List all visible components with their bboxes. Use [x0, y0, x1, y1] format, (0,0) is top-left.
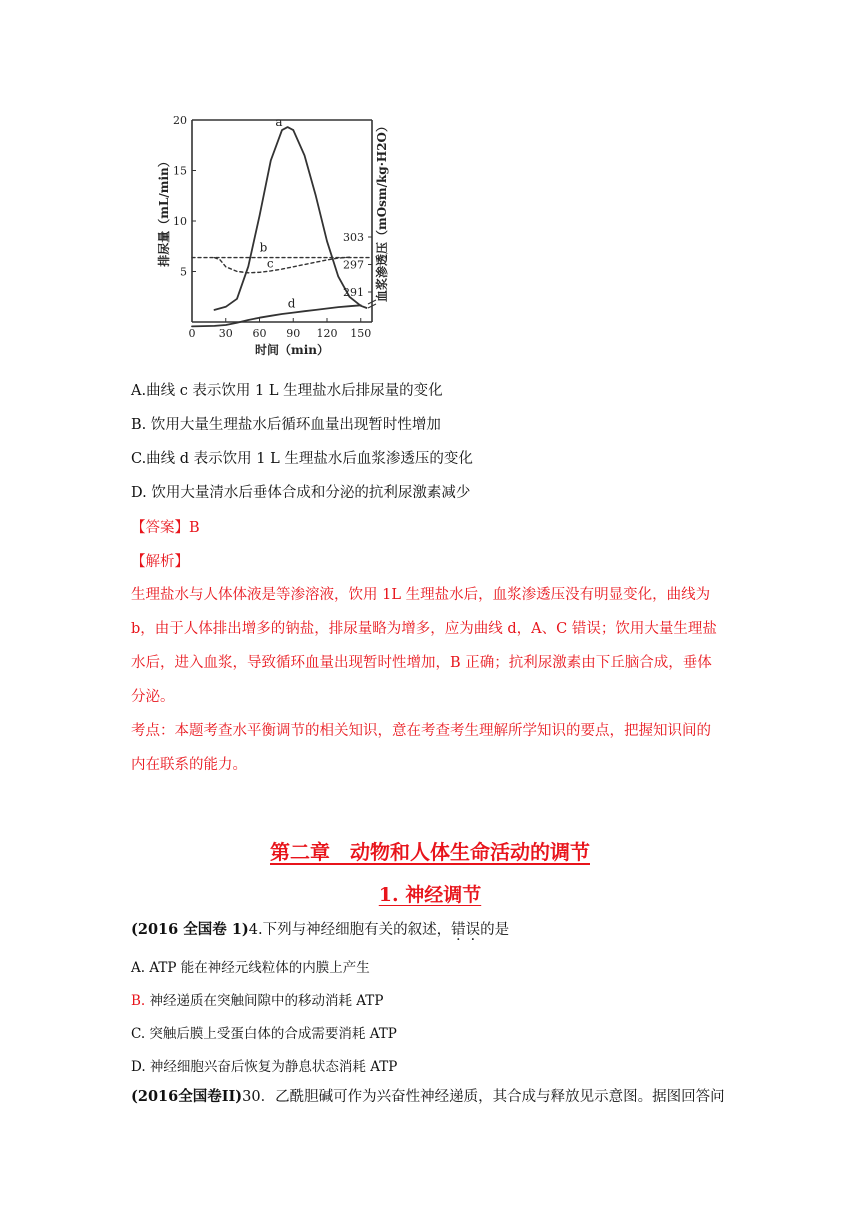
- y-right-tick-label: 291: [343, 286, 364, 299]
- question-2-stem: [131, 920, 509, 940]
- y-left-tick-label: 15: [173, 164, 187, 178]
- y-axis-right-title: 血浆渗透压（mOsm/kg·H2O）: [375, 119, 389, 303]
- series-label-c: c: [266, 256, 274, 271]
- option-a: A.曲线 c 表示饮用 1 L 生理盐水后排尿量的变化: [131, 383, 443, 399]
- question-source: (2016全国卷II): [131, 1088, 243, 1105]
- question-stem-prefix: 4.下列与神经细胞有关的叙述，: [248, 922, 452, 938]
- y-right-tick-label: 297: [343, 258, 364, 272]
- x-axis-title: 时间（min）: [255, 343, 329, 357]
- option-d: D. 饮用大量清水后垂体合成和分泌的抗利尿激素减少: [131, 485, 471, 501]
- q2-option-b: [131, 991, 383, 1011]
- series-label-d: d: [287, 296, 296, 311]
- question-3-stem: [131, 1087, 725, 1107]
- kaodian-line: 内在联系的能力。: [131, 757, 247, 773]
- urine-osmolality-chart: [150, 112, 390, 362]
- q2-option-a: A. ATP 能在神经元线粒体的内膜上产生: [131, 960, 370, 976]
- x-tick-label: 60: [252, 327, 267, 340]
- series-label-a: a: [275, 115, 283, 130]
- question-stem-text: 30．乙酰胆碱可作为兴奋性神经递质，其合成与释放见示意图。据图回答问: [242, 1089, 725, 1105]
- chapter-title: 第二章 动物和人体生命活动的调节: [270, 840, 590, 864]
- emphasis-char: 错: [451, 922, 466, 938]
- kaodian-line: 考点：本题考查水平衡调节的相关知识，意在考查考生理解所学知识的要点，把握知识间的: [131, 723, 711, 739]
- question-source: (2016 全国卷 1): [131, 921, 249, 938]
- q2-option-c: C. 突触后膜上受蛋白体的合成需要消耗 ATP: [131, 1026, 397, 1042]
- y-left-tick-label: 10: [173, 215, 187, 228]
- y-right-tick-label: 303: [343, 231, 364, 244]
- x-tick-label: 90: [286, 327, 301, 340]
- emphasis-char: 误: [465, 922, 481, 938]
- series-line-c: [215, 257, 350, 273]
- option-b: B. 饮用大量生理盐水后循环血量出现暂时性增加: [131, 417, 441, 433]
- q2-option-d: D. 神经细胞兴奋后恢复为静息状态消耗 ATP: [131, 1059, 398, 1075]
- answer-label: 【答案】B: [131, 520, 200, 536]
- analysis-line: 水后，进入血浆，导致循环血量出现暂时性增加，B 正确；抗利尿激素由下丘脑合成，垂体: [131, 655, 712, 671]
- analysis-heading: 【解析】: [131, 554, 189, 570]
- analysis-line: b，由于人体排出增多的钠盐，排尿量略为增多，应为曲线 d，A、C 错误；饮用大量生理盐: [131, 621, 717, 637]
- series-line-a: [215, 127, 367, 310]
- q2-option-b-letter: B.: [131, 993, 146, 1009]
- analysis-line: 分泌。: [131, 689, 175, 705]
- chart-labels: [156, 114, 389, 357]
- x-tick-label: 0: [188, 327, 196, 340]
- y-left-tick-label: 20: [173, 114, 187, 127]
- y-left-tick-label: 5: [180, 265, 187, 279]
- option-c: C.曲线 d 表示饮用 1 L 生理盐水后血浆渗透压的变化: [131, 451, 473, 467]
- x-tick-label: 30: [218, 327, 233, 340]
- analysis-line: 生理盐水与人体体液是等渗溶液，饮用 1L 生理盐水后，血浆渗透压没有明显变化，曲线为: [131, 587, 711, 603]
- x-tick-label: 120: [316, 327, 338, 340]
- section-title: 1. 神经调节: [378, 884, 482, 906]
- series-label-b: b: [259, 240, 268, 255]
- y-axis-left-title: 排尿量（mL/min）: [157, 155, 171, 267]
- question-stem-suffix: 的是: [480, 922, 510, 938]
- x-tick-label: 150: [350, 327, 372, 340]
- q2-option-b-text: 神经递质在突触间隙中的移动消耗 ATP: [145, 993, 384, 1009]
